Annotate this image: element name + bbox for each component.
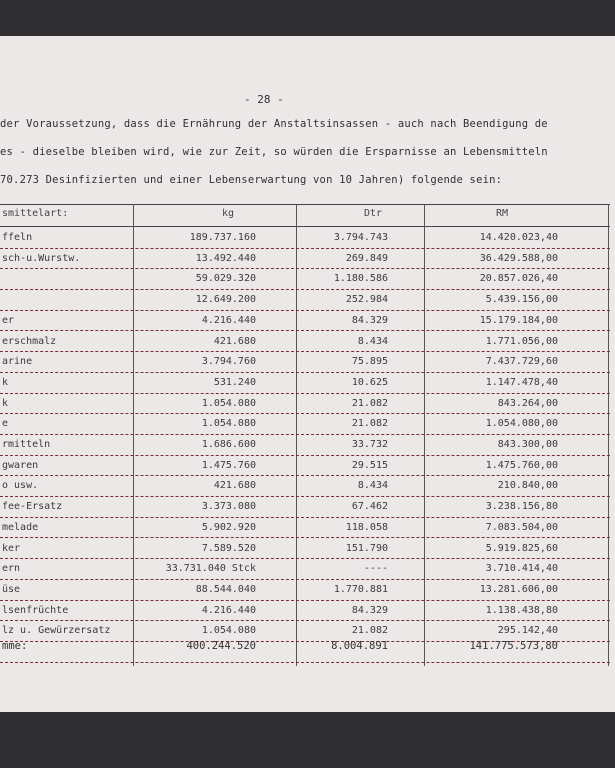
page-number: - 28 - [244, 93, 284, 106]
rm-cell: 1.138.438,80 [485, 604, 558, 616]
dtr-cell: 8.434 [357, 480, 388, 492]
kg-cell: 13.492.440 [195, 252, 256, 264]
dtr-cell: 29.515 [351, 459, 388, 471]
header-dtr: Dtr [364, 208, 383, 219]
dtr-cell: 84.329 [351, 314, 388, 326]
food-type-cell: lsenfrüchte [2, 604, 69, 616]
sum-dtr: 8.004.891 [331, 640, 388, 652]
kg-cell: 12.649.200 [195, 294, 256, 306]
dtr-cell: 252.984 [345, 294, 388, 306]
table-row [0, 311, 610, 332]
food-type-cell: erschmalz [2, 335, 57, 347]
kg-cell: 4.216.440 [201, 314, 256, 326]
background-top [0, 0, 615, 38]
table-row [0, 601, 610, 622]
food-type-cell: lz u. Gewürzersatz [2, 625, 111, 637]
header-food-type: smittelart: [2, 208, 69, 219]
table-row [0, 249, 610, 270]
food-type-cell: sch-u.Wurstw. [2, 252, 81, 264]
dtr-cell: 118.058 [345, 521, 388, 533]
table-row [0, 456, 610, 477]
header-kg: kg [222, 208, 235, 219]
rm-cell: 1.147.478,40 [485, 376, 558, 388]
kg-cell: 189.737.160 [189, 232, 256, 243]
kg-cell: 1.054.080 [201, 418, 256, 430]
rm-cell: 13.281.606,00 [479, 583, 558, 595]
dtr-cell: 151.790 [345, 542, 388, 554]
kg-cell: 1.054.080 [201, 625, 256, 637]
food-type-cell: ffeln [2, 232, 33, 243]
rm-cell: 15.179.184,00 [479, 314, 558, 326]
rm-cell: 295.142,40 [497, 625, 558, 637]
rm-cell: 1.475.760,00 [485, 459, 558, 471]
kg-cell: 33.731.040 Stck [165, 563, 256, 575]
food-type-cell: gwaren [2, 459, 39, 471]
table-row [0, 539, 610, 560]
dtr-cell: 75.895 [351, 356, 388, 368]
rm-cell: 36.429.588,00 [479, 252, 558, 264]
table-row [0, 228, 610, 249]
sum-label: mme: [2, 640, 28, 652]
table-row [0, 332, 610, 353]
dtr-cell: 21.082 [351, 625, 388, 637]
kg-cell: 4.216.440 [201, 604, 256, 616]
table-row [0, 414, 610, 435]
kg-cell: 7.589.520 [201, 542, 256, 554]
kg-cell: 531.240 [213, 376, 256, 388]
rm-cell: 843.300,00 [497, 439, 558, 450]
kg-cell: 421.680 [213, 335, 256, 347]
kg-cell: 421.680 [213, 480, 256, 492]
rm-cell: 7.083.504,00 [485, 521, 558, 533]
intro-line-3: 70.273 Desinfizierten und einer Lebenserwartung von 10 Jahren) folgende sein: [0, 174, 503, 186]
table-row [0, 290, 610, 311]
table-row [0, 621, 610, 642]
dtr-cell: 33.732 [351, 439, 388, 450]
rm-cell: 3.238.156,80 [485, 501, 558, 513]
rm-cell: 20.857.026,40 [479, 273, 558, 285]
background-bottom [0, 712, 615, 768]
table-row [0, 373, 610, 394]
dtr-cell: 21.082 [351, 397, 388, 409]
rm-cell: 14.420.023,40 [479, 232, 558, 243]
food-type-cell: rmitteln [2, 439, 51, 450]
kg-cell: 1.686.600 [201, 439, 256, 450]
table-row [0, 559, 610, 580]
header-rm: RM [496, 208, 509, 219]
food-type-cell: e [2, 418, 9, 430]
food-type-cell: k [2, 376, 9, 388]
food-type-cell: arine [2, 356, 33, 368]
dtr-cell: 1.180.586 [333, 273, 388, 285]
dtr-cell: 84.329 [351, 604, 388, 616]
sum-kg: 400.244.520 [186, 640, 256, 652]
food-type-cell: üse [2, 583, 21, 595]
sum-rm: 141.775.573,80 [469, 640, 558, 652]
food-type-cell: er [2, 314, 15, 326]
food-savings-table [0, 204, 610, 668]
table-row [0, 435, 610, 456]
dtr-cell: 67.462 [351, 501, 388, 513]
rm-cell: 210.840,00 [497, 480, 558, 492]
dtr-cell: 10.625 [351, 376, 388, 388]
table-top-rule [0, 204, 610, 205]
dtr-cell: 21.082 [351, 418, 388, 430]
kg-cell: 5.902.920 [201, 521, 256, 533]
table-row [0, 269, 610, 290]
dtr-cell: 3.794.743 [333, 232, 388, 243]
kg-cell: 88.544.040 [195, 583, 256, 595]
dtr-cell: 8.434 [357, 335, 388, 347]
food-type-cell: o usw. [2, 480, 39, 492]
kg-cell: 59.029.320 [195, 273, 256, 285]
food-type-cell: ern [2, 563, 21, 575]
dtr-cell: ---- [363, 563, 388, 575]
dtr-cell: 1.770.881 [333, 583, 388, 595]
kg-cell: 1.054.080 [201, 397, 256, 409]
kg-cell: 3.794.760 [201, 356, 256, 368]
table-header-rule [0, 226, 610, 227]
kg-cell: 1.475.760 [201, 459, 256, 471]
food-type-cell: ker [2, 542, 21, 554]
kg-cell: 3.373.080 [201, 501, 256, 513]
table-row [0, 476, 610, 497]
rm-cell: 1.771.056,00 [485, 335, 558, 347]
table-row [0, 394, 610, 415]
rm-cell: 5.439.156,00 [485, 294, 558, 306]
intro-line-2: es - dieselbe bleiben wird, wie zur Zeit, so würden die Ersparnisse an Lebensmitteln [0, 146, 548, 158]
rm-cell: 1.054.080,00 [485, 418, 558, 430]
food-type-cell: fee-Ersatz [2, 501, 63, 513]
intro-line-1: der Voraussetzung, dass die Ernährung der Anstaltsinsassen - auch nach Beendigung de [0, 118, 548, 130]
table-row [0, 352, 610, 373]
dtr-cell: 269.849 [345, 252, 388, 264]
table-row [0, 518, 610, 539]
food-type-cell: melade [2, 521, 39, 533]
table-row [0, 497, 610, 518]
rm-cell: 843.264,00 [497, 397, 558, 409]
sum-underline [0, 662, 610, 663]
rm-cell: 3.710.414,40 [485, 563, 558, 575]
table-row [0, 580, 610, 601]
rm-cell: 7.437.729,60 [485, 356, 558, 368]
food-type-cell: k [2, 397, 9, 409]
rm-cell: 5.919.825,60 [485, 542, 558, 554]
